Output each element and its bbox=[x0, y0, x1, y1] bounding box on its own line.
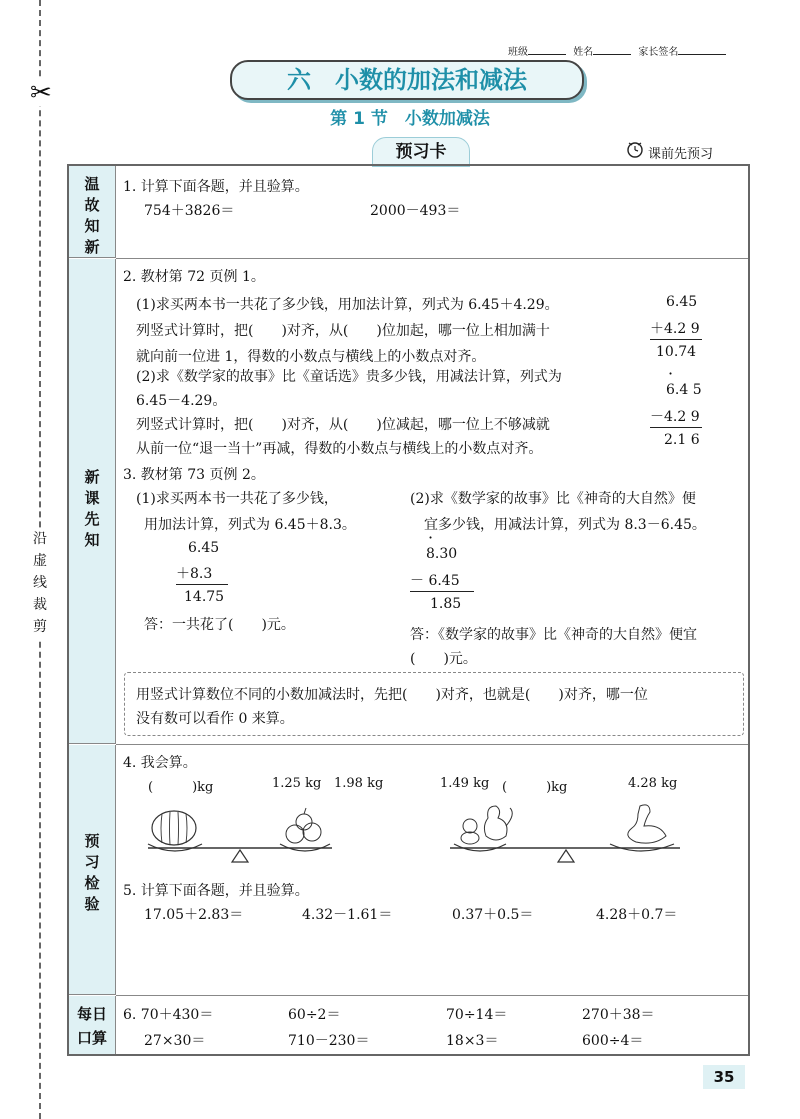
header-fields bbox=[508, 43, 730, 58]
calc-rule bbox=[410, 591, 474, 592]
card-title: 预习卡 bbox=[372, 137, 470, 167]
q3-answer: 答：《数学家的故事》比《神奇的大自然》便宜 bbox=[410, 627, 697, 643]
calc-rule bbox=[176, 584, 228, 585]
calc-line: 2.1 6 bbox=[664, 432, 700, 448]
q1-title: 1. 计算下面各题，并且验算。 bbox=[123, 179, 309, 195]
q6-item: 60÷2＝ bbox=[288, 1007, 341, 1023]
q2-line: (1)求买两本书一共花了多少钱，用加法计算，列式为 6.45＋4.29。 bbox=[136, 297, 559, 313]
class-field[interactable] bbox=[528, 54, 566, 55]
weight-label: 1.98 kg bbox=[334, 776, 384, 791]
cut-instruction: 沿 虚 线 裁 剪 bbox=[31, 528, 49, 638]
q2-line: (2)求《数学家的故事》比《童话选》贵多少钱，用减法计算，列式为 bbox=[136, 369, 562, 385]
calc-line: 8.30 bbox=[426, 546, 458, 562]
q6-item: 6. 70＋430＝ bbox=[123, 1007, 214, 1023]
weight-blank: ( )kg bbox=[148, 780, 214, 795]
preview-label: 课前先预习 bbox=[648, 147, 714, 162]
clock-icon bbox=[626, 140, 644, 158]
q6-item: 270＋38＝ bbox=[582, 1007, 655, 1023]
q2-line: 列竖式计算时，把( )对齐，从( )位减起，哪一位上不够减就 bbox=[136, 417, 550, 433]
section-check: 预 习 检 验 bbox=[69, 745, 116, 995]
calc-rule bbox=[650, 427, 702, 428]
section-title: 第 1 节 小数加减法 bbox=[330, 109, 490, 129]
section-daily: 每日 口算 bbox=[69, 996, 116, 1054]
calc-line: 1.85 bbox=[430, 596, 462, 612]
carry-dot: · bbox=[668, 364, 674, 383]
calc-line: 14.75 bbox=[184, 589, 225, 605]
q6-item: 18×3＝ bbox=[446, 1033, 499, 1049]
right-balance-scale bbox=[440, 796, 690, 868]
q6-item: 27×30＝ bbox=[144, 1033, 206, 1049]
name-label: 姓名 bbox=[573, 47, 594, 58]
calc-rule bbox=[650, 339, 702, 340]
q2-line: 就向前一位进 1，得数的小数点与横线上的小数点对齐。 bbox=[136, 349, 486, 365]
q2-line: 6.45－4.29。 bbox=[136, 393, 227, 409]
calc-line: 6.4 5 bbox=[666, 382, 702, 398]
q6-item: 70÷14＝ bbox=[446, 1007, 508, 1023]
q5-item: 0.37＋0.5＝ bbox=[452, 907, 534, 923]
scissors-icon: ✂ bbox=[30, 78, 52, 108]
divider bbox=[116, 744, 748, 745]
weight-blank: ( )kg bbox=[502, 780, 568, 795]
section-new: 新 课 先 知 bbox=[69, 259, 116, 744]
parent-sign-label: 家长签名 bbox=[638, 47, 679, 58]
chapter-title: 六 小数的加法和减法 bbox=[230, 60, 584, 100]
q5-item: 17.05＋2.83＝ bbox=[144, 907, 244, 923]
summary-line: 没有数可以看作 0 来算。 bbox=[136, 711, 294, 727]
goose-icon bbox=[628, 805, 666, 843]
weight-label: 1.25 kg bbox=[272, 776, 322, 791]
fruits-icon bbox=[286, 808, 321, 843]
q3-line: 用加法计算，列式为 6.45＋8.3。 bbox=[144, 517, 356, 533]
parent-sign-field[interactable] bbox=[678, 54, 726, 55]
calc-line: － 6.45 bbox=[410, 573, 460, 589]
q3-line: 宜多少钱，用减法计算，列式为 8.3－6.45。 bbox=[424, 517, 706, 533]
q2-title: 2. 教材第 72 页例 1。 bbox=[123, 269, 265, 285]
q6-item: 710－230＝ bbox=[288, 1033, 370, 1049]
page-number: 35 bbox=[703, 1065, 745, 1089]
rooster-icon bbox=[484, 806, 512, 840]
calc-line: 6.45 bbox=[188, 540, 220, 556]
weight-label: 4.28 kg bbox=[628, 776, 678, 791]
class-label: 班级 bbox=[508, 47, 528, 58]
q3-answer: ( )元。 bbox=[410, 651, 477, 667]
calc-line: 6.45 bbox=[666, 294, 698, 310]
divider bbox=[116, 995, 748, 996]
q5-title: 5. 计算下面各题，并且验算。 bbox=[123, 883, 309, 899]
q3-line: (2)求《数学家的故事》比《神奇的大自然》便 bbox=[410, 491, 696, 507]
q2-line: 列竖式计算时，把( )对齐，从( )位加起，哪一位上相加满十 bbox=[136, 323, 550, 339]
calc-line: 10.74 bbox=[656, 344, 697, 360]
divider bbox=[116, 258, 748, 259]
q3-answer: 答：一共花了( )元。 bbox=[144, 617, 295, 633]
q3-line: (1)求买两本书一共花了多少钱， bbox=[136, 491, 338, 507]
q5-item: 4.32－1.61＝ bbox=[302, 907, 393, 923]
weight-label: 1.49 kg bbox=[440, 776, 490, 791]
section-review: 温 故 知 新 bbox=[69, 166, 116, 258]
chick-icon bbox=[461, 819, 479, 844]
calc-line: －4.2 9 bbox=[650, 409, 700, 425]
q4-title: 4. 我会算。 bbox=[123, 755, 197, 771]
watermelon-icon bbox=[152, 811, 196, 845]
q5-item: 4.28＋0.7＝ bbox=[596, 907, 678, 923]
name-field[interactable] bbox=[593, 54, 631, 55]
borrow-dot: · bbox=[428, 528, 434, 547]
calc-line: ＋8.3 bbox=[176, 566, 213, 582]
q6-item: 600÷4＝ bbox=[582, 1033, 644, 1049]
left-balance-scale bbox=[140, 800, 340, 868]
calc-line: ＋4.2 9 bbox=[650, 321, 700, 337]
q2-line: 从前一位“退一当十”再减，得数的小数点与横线上的小数点对齐。 bbox=[136, 441, 543, 457]
q1-b: 2000－493＝ bbox=[370, 203, 461, 219]
q3-title: 3. 教材第 73 页例 2。 bbox=[123, 467, 265, 483]
summary-line: 用竖式计算数位不同的小数加减法时，先把( )对齐，也就是( )对齐，哪一位 bbox=[136, 687, 648, 703]
q1-a: 754＋3826＝ bbox=[144, 203, 235, 219]
